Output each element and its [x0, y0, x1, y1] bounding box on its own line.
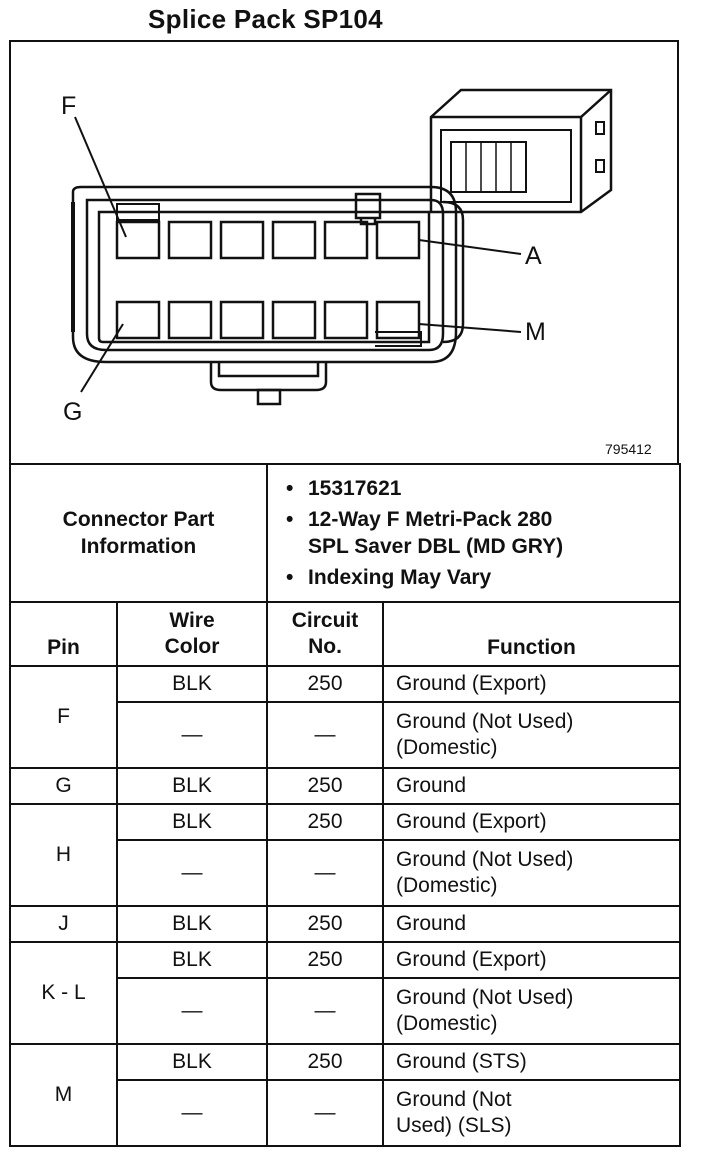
figure-number: 795412 [605, 441, 652, 457]
pin-label-m: M [525, 318, 546, 346]
pin-cell: H [10, 804, 117, 906]
wire-color-cell: BLK [117, 666, 267, 702]
header-wire-color: Wire Color [117, 602, 267, 666]
function-cell: Ground [383, 768, 680, 804]
pin-table [9, 463, 681, 1147]
wire-color-cell: BLK [117, 768, 267, 804]
pin-label-g: G [63, 398, 83, 426]
function-cell: Ground (Not Used) (Domestic) [383, 840, 680, 906]
function-cell: Ground (Export) [383, 804, 680, 840]
circuit-cell: — [267, 840, 383, 906]
function-cell: Ground (Export) [383, 942, 680, 978]
connector-info-list [267, 464, 680, 602]
wire-color-cell: BLK [117, 804, 267, 840]
header-pin: Pin [10, 602, 117, 666]
table-row [10, 666, 680, 702]
circuit-cell: — [267, 702, 383, 768]
circuit-cell: 250 [267, 1044, 383, 1080]
pin-label-a: A [525, 242, 542, 270]
connector-info-row [10, 464, 680, 602]
header-function: Function [383, 602, 680, 666]
wire-color-cell: BLK [117, 906, 267, 942]
wire-color-cell: — [117, 978, 267, 1044]
circuit-cell: 250 [267, 804, 383, 840]
function-cell: Ground (Not Used) (SLS) [383, 1080, 680, 1146]
connector-info-label: Connector Part Information [10, 464, 267, 602]
table-row [10, 1044, 680, 1080]
pin-label-f: F [61, 92, 77, 120]
circuit-cell: 250 [267, 666, 383, 702]
connector-diagram [9, 40, 679, 465]
wire-color-cell: — [117, 702, 267, 768]
circuit-cell: 250 [267, 906, 383, 942]
circuit-cell: — [267, 1080, 383, 1146]
table-header-row [10, 602, 680, 666]
wire-color-cell: — [117, 1080, 267, 1146]
wire-color-cell: BLK [117, 1044, 267, 1080]
function-cell: Ground (Not Used) (Domestic) [383, 702, 680, 768]
connector-drawing [11, 42, 677, 463]
circuit-cell: — [267, 978, 383, 1044]
function-cell: Ground (Export) [383, 666, 680, 702]
indexing-note: • Indexing May Vary [308, 564, 679, 591]
function-cell: Ground (STS) [383, 1044, 680, 1080]
circuit-cell: 250 [267, 942, 383, 978]
header-circuit-no: Circuit No. [267, 602, 383, 666]
pin-cell: M [10, 1044, 117, 1146]
pin-cell: J [10, 906, 117, 942]
function-cell: Ground (Not Used) (Domestic) [383, 978, 680, 1044]
page-title: Splice Pack SP104 [148, 4, 383, 34]
table-row [10, 942, 680, 978]
pin-cell: F [10, 666, 117, 768]
wire-color-cell: BLK [117, 942, 267, 978]
part-number: • 15317621 [308, 475, 679, 502]
pin-cell: G [10, 768, 117, 804]
table-row [10, 804, 680, 840]
connector-description: • 12-Way F Metri-Pack 280 SPL Saver DBL (MD GRY) [308, 506, 679, 560]
table-row [10, 906, 680, 942]
table-row [10, 768, 680, 804]
pin-cell: K - L [10, 942, 117, 1044]
circuit-cell: 250 [267, 768, 383, 804]
wire-color-cell: — [117, 840, 267, 906]
function-cell: Ground [383, 906, 680, 942]
